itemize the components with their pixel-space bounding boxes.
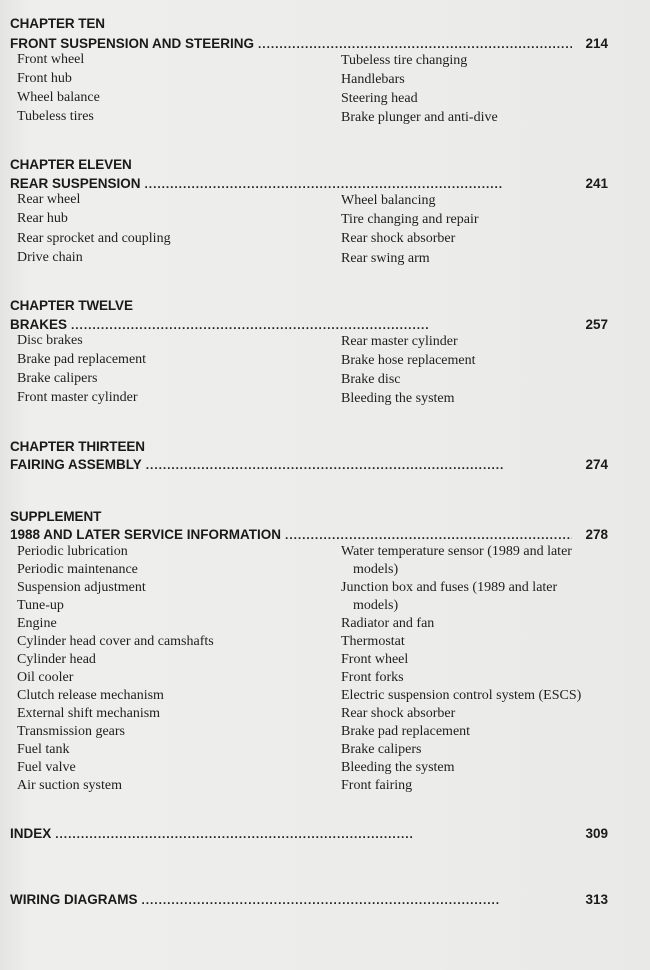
topic-item: Drive chain (17, 250, 83, 265)
topic-item: Rear shock absorber (341, 706, 456, 721)
topic-item: Front forks (341, 670, 404, 685)
topic-item: Cylinder head cover and camshafts (17, 634, 214, 649)
topic-item: Handlebars (341, 72, 405, 87)
page-number: 257 (585, 317, 608, 332)
topic-item: Rear hub (17, 211, 68, 226)
wiring-title: WIRING DIAGRAMS (10, 892, 138, 907)
topic-item: Tune-up (17, 598, 64, 613)
page-number: 274 (585, 457, 608, 472)
topic-item: Rear swing arm (341, 251, 430, 266)
page-number: 309 (585, 826, 608, 841)
toc-entry-front-suspension[interactable] (10, 35, 608, 53)
topic-item: Rear wheel (17, 192, 81, 207)
chapter-title: FRONT SUSPENSION AND STEERING (10, 36, 255, 51)
topic-item: Wheel balancing (341, 193, 436, 208)
topic-item: Radiator and fan (341, 616, 435, 631)
topic-item: Bleeding the system (341, 760, 455, 775)
topic-item: Cylinder head (17, 652, 96, 667)
topic-item: Transmission gears (17, 724, 125, 739)
dot-leader (142, 892, 573, 909)
chapter-label: CHAPTER TWELVE (10, 298, 133, 313)
topic-item: Oil cooler (17, 670, 74, 685)
topic-item: Brake pad replacement (17, 352, 147, 367)
topic-item: Periodic maintenance (17, 562, 138, 577)
dot-leader (145, 176, 572, 193)
topic-item: Disc brakes (17, 333, 83, 348)
topic-item: Front master cylinder (17, 390, 138, 405)
topic-item: Rear shock absorber (341, 231, 456, 246)
topic-item: Brake pad replacement (341, 724, 471, 739)
topic-item: Tubeless tire changing (341, 53, 468, 68)
chapter-title: 1988 AND LATER SERVICE INFORMATION (10, 527, 282, 542)
topic-item: Electric suspension control system (ESCS) (341, 688, 582, 703)
page-number: 278 (585, 527, 608, 542)
page-number: 241 (585, 176, 608, 191)
topic-item: Tubeless tires (17, 109, 94, 124)
topic-item: External shift mechanism (17, 706, 161, 721)
topic-item: Engine (17, 616, 57, 631)
topic-item: Front wheel (341, 652, 409, 667)
dot-leader (55, 826, 572, 843)
topic-item-continuation: models) (353, 562, 399, 577)
dot-leader (146, 457, 572, 474)
topic-item: Brake calipers (17, 371, 98, 386)
topic-item: Rear master cylinder (341, 334, 458, 349)
topic-item: Tire changing and repair (341, 212, 479, 227)
topic-item: Front hub (17, 71, 72, 86)
chapter-label: CHAPTER ELEVEN (10, 157, 132, 172)
dot-leader (285, 527, 572, 544)
toc-entry-index[interactable] (10, 825, 608, 843)
chapter-title: REAR SUSPENSION (10, 176, 141, 191)
toc-entry-wiring-diagrams[interactable] (10, 891, 608, 909)
topic-item: Air suction system (17, 778, 122, 793)
topic-item: Bleeding the system (341, 391, 455, 406)
topic-item: Fuel tank (17, 742, 70, 757)
topic-item-continuation: models) (353, 598, 399, 613)
topic-item: Suspension adjustment (17, 580, 146, 595)
toc-entry-1988-service-info[interactable] (10, 526, 608, 544)
dot-leader (71, 317, 572, 334)
topic-item: Thermostat (341, 634, 405, 649)
page-number: 214 (585, 36, 608, 51)
page-number: 313 (585, 892, 608, 907)
chapter-label: CHAPTER TEN (10, 16, 105, 31)
chapter-title: FAIRING ASSEMBLY (10, 457, 142, 472)
topic-item: Front wheel (17, 52, 85, 67)
topic-item: Steering head (341, 91, 418, 106)
topic-item: Junction box and fuses (1989 and later (341, 580, 558, 595)
topic-item: Water temperature sensor (1989 and later (341, 544, 572, 559)
topic-item: Wheel balance (17, 90, 100, 105)
toc-entry-brakes[interactable] (10, 316, 608, 334)
topic-item: Brake hose replacement (341, 353, 476, 368)
topic-item: Fuel valve (17, 760, 76, 775)
topic-item: Brake disc (341, 372, 401, 387)
dot-leader (258, 36, 572, 53)
topic-item: Periodic lubrication (17, 544, 128, 559)
topic-item: Rear sprocket and coupling (17, 231, 171, 246)
topic-item: Brake calipers (341, 742, 422, 757)
supplement-label: SUPPLEMENT (10, 509, 102, 524)
topic-item: Clutch release mechanism (17, 688, 164, 703)
chapter-label: CHAPTER THIRTEEN (10, 439, 145, 454)
topic-item: Front fairing (341, 778, 413, 793)
topic-item: Brake plunger and anti-dive (341, 110, 498, 125)
chapter-title: BRAKES (10, 317, 68, 332)
index-title: INDEX (10, 826, 52, 841)
toc-entry-fairing-assembly[interactable] (10, 456, 608, 474)
toc-entry-rear-suspension[interactable] (10, 175, 608, 193)
